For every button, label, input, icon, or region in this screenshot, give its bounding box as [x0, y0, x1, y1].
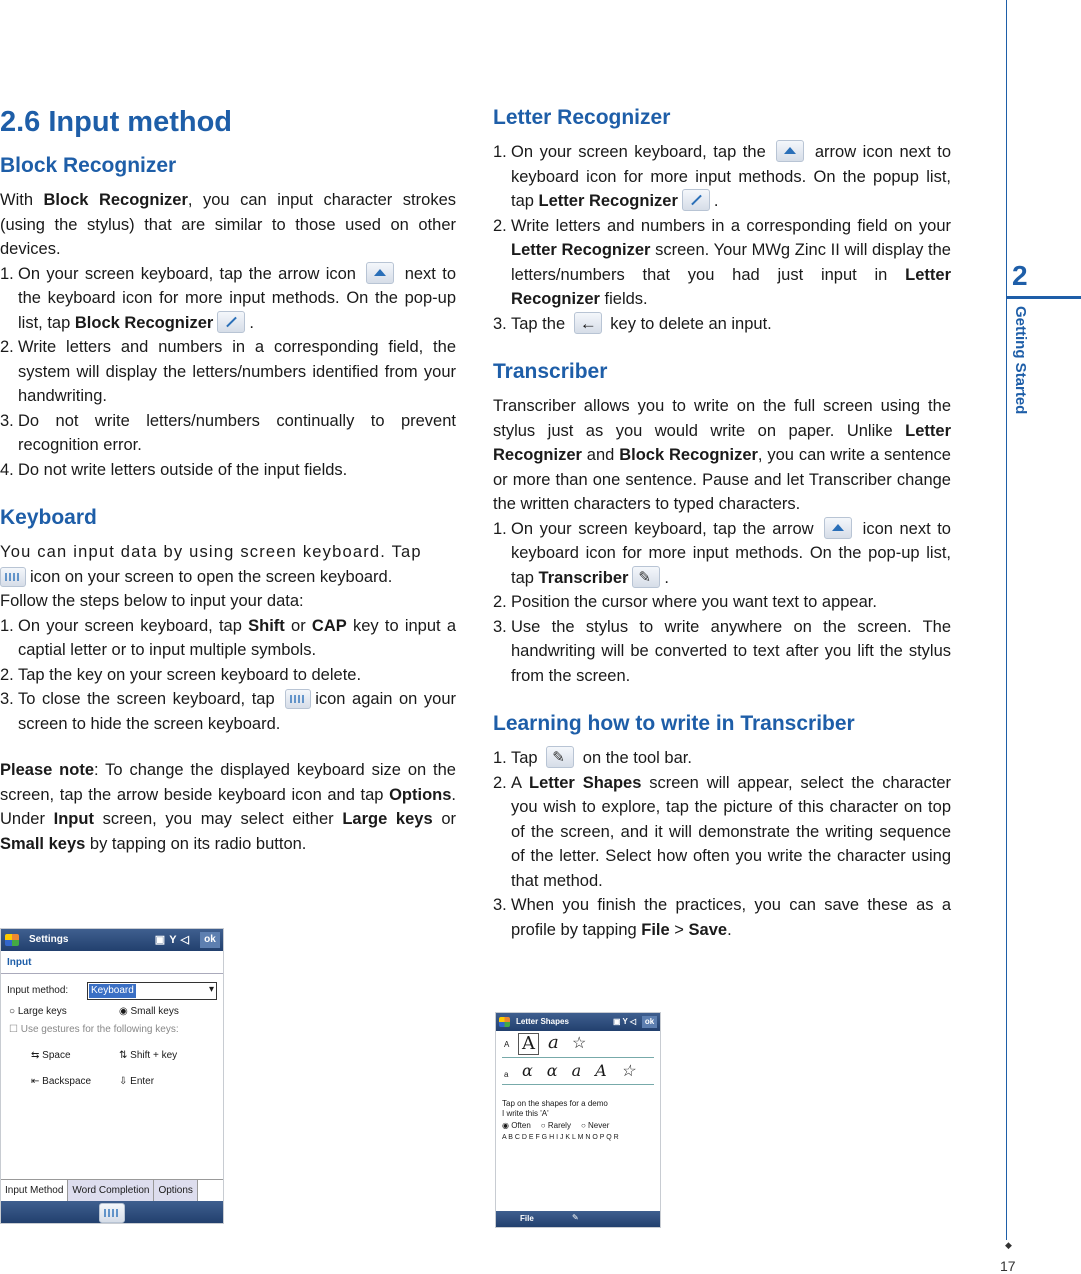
often-radio[interactable]: ◉ Often — [502, 1121, 531, 1130]
windows-start-icon[interactable] — [5, 934, 19, 946]
learning-steps — [493, 746, 951, 942]
settings-softkey-bar — [1, 1201, 223, 1223]
input-method-select[interactable]: Keyboard ▾ — [87, 982, 217, 1000]
letter-shapes-screenshot — [495, 1012, 661, 1228]
input-method-label: Input method: — [7, 985, 69, 996]
frequency-question: I write this 'A' — [502, 1109, 549, 1118]
never-radio[interactable]: ○ Never — [580, 1121, 610, 1130]
arrow-up-icon — [776, 140, 804, 162]
block-recognizer-icon — [217, 311, 245, 333]
file-menu[interactable]: File — [520, 1214, 534, 1223]
keyboard-icon — [0, 567, 26, 587]
list-item: 2. Write letters and numbers in a corresponding field, the system will display the letters/numbers identified from your handwriting. — [0, 338, 456, 405]
status-icons: ▣Y◁ — [612, 1017, 638, 1026]
transcriber-icon — [632, 566, 660, 588]
keyboard-intro-cont: icon on your screen to open the screen keyboard. — [0, 565, 456, 590]
settings-section: Input — [1, 951, 223, 974]
list-item: 1. On your screen keyboard, tap the arrow icon next to the keyboard icon for more input methods. On the pop-up list, tap Block Recognizer . — [0, 262, 456, 336]
frequency-options — [502, 1121, 654, 1131]
list-item: 1. Tap ✎ on the tool bar. — [493, 746, 951, 771]
status-icons: ▣Y◁ — [154, 934, 193, 946]
chevron-down-icon: ▾ — [208, 984, 214, 995]
uppercase-row[interactable]: A A a ☆ — [502, 1031, 654, 1058]
list-item: 1. On your screen keyboard, tap the arrow icon next to keyboard icon for more input methods. On the pop-up list, tap Transcriber✎ . — [493, 517, 951, 591]
backspace-icon — [574, 312, 602, 334]
ok-button[interactable]: ok — [642, 1016, 657, 1028]
space-gesture: ⇆ Space — [31, 1050, 71, 1061]
tab-options[interactable]: Options — [154, 1180, 197, 1202]
keyboard-title: Keyboard — [0, 506, 97, 529]
list-item: 1. On your screen keyboard, tap Shift or CAP key to input a captial letter or to input multiple symbols. — [0, 616, 457, 659]
right-column — [493, 104, 951, 942]
letter-shape-a2[interactable]: a — [548, 1032, 559, 1053]
windows-start-icon[interactable] — [499, 1017, 510, 1027]
gestures-checkbox[interactable]: ☐ Use gestures for the following keys: — [9, 1024, 179, 1035]
block-recognizer-title: Block Recognizer — [0, 154, 177, 177]
keyboard-icon[interactable] — [99, 1203, 125, 1223]
section-heading: 2.6 Input method — [0, 106, 232, 138]
left-column — [0, 104, 456, 856]
chapter-title: Getting Started — [1012, 306, 1029, 415]
enter-gesture: ⇩ Enter — [119, 1076, 155, 1087]
small-keys-radio[interactable]: ◉ Small keys — [119, 1006, 179, 1017]
tab-input-method[interactable]: Input Method — [1, 1180, 68, 1202]
shift-gesture: ⇅ Shift + key — [119, 1050, 178, 1061]
list-item: 4. Do not write letters outside of the input fields. — [0, 460, 348, 479]
rarely-radio[interactable]: ○ Rarely — [540, 1121, 571, 1130]
transcriber-icon[interactable]: ✎ — [572, 1213, 579, 1222]
keyboard-intro: You can input data by using screen keyboard. Tap — [0, 543, 422, 561]
diamond-icon: ◆ — [1005, 1240, 1012, 1250]
tab-word-completion[interactable]: Word Completion — [68, 1180, 154, 1202]
keyboard-note: Please note: To change the displayed keyboard size on the screen, tap the arrow beside keyboard icon and tap Options. Under Input screen, you may select either Large keys or Small keys by tapping on its radio button. — [0, 761, 456, 853]
letter-shapes-icon — [546, 746, 574, 768]
demo-instruction: Tap on the shapes for a demo — [502, 1099, 608, 1108]
backspace-gesture: ⇤ Backspace — [31, 1076, 92, 1087]
settings-title-bar: Settings ▣Y◁ ok — [1, 929, 223, 951]
lowercase-shapes[interactable]: ααaA☆ — [522, 1061, 650, 1080]
list-item: 2. A Letter Shapes screen will appear, select the character you wish to explore, tap the picture of this character on top of the screen, and it will demonstrate the writing sequence of the letter. Select how often you write the character using that method. — [493, 773, 951, 890]
keyboard-follow: Follow the steps below to input your data: — [0, 592, 304, 610]
keyboard-steps — [0, 614, 456, 737]
letter-shapes-title-bar: Letter Shapes ▣Y◁ ok — [496, 1013, 660, 1031]
sidebar-rule — [1006, 296, 1081, 299]
letter-shape-a[interactable]: A — [518, 1033, 539, 1055]
block-intro: With Block Recognizer, you can input character strokes (using the stylus) that are similar to those used on other devices. — [0, 191, 456, 258]
letter-shape-star[interactable]: ☆ — [572, 1035, 587, 1052]
transcriber-title: Transcriber — [493, 360, 608, 383]
transcriber-steps — [493, 517, 951, 689]
letter-recognizer-title: Letter Recognizer — [493, 106, 671, 129]
alphabet-strip[interactable]: A B C D E F G H I J K L M N O P Q R — [502, 1134, 619, 1141]
letter-recognizer-icon — [682, 189, 710, 211]
learning-title: Learning how to write in Transcriber — [493, 712, 855, 735]
list-item: 2. Tap the key on your screen keyboard to delete. — [0, 665, 362, 684]
block-steps — [0, 262, 456, 483]
settings-screenshot — [0, 928, 224, 1224]
ok-button[interactable]: ok — [200, 932, 220, 948]
lowercase-row[interactable]: a ααaA☆ — [502, 1058, 654, 1085]
list-item: 3. To close the screen keyboard, tap icon again on your screen to hide the screen keyboard. — [0, 690, 456, 733]
letter-steps — [493, 140, 951, 336]
list-item: 2. Write letters and numbers in a corresponding field on your Letter Recognizer screen. Your MWg Zinc II will display the letters/numbers that you had just input in Letter Recognizer fields. — [493, 216, 951, 308]
page-number: 17 — [1000, 1258, 1016, 1274]
keyboard-icon — [285, 689, 311, 709]
list-item: 2. Position the cursor where you want text to appear. — [493, 593, 877, 611]
list-item: 3. Use the stylus to write anywhere on the screen. The handwriting will be converted to text after you lift the stylus from the screen. — [493, 617, 951, 685]
list-item: 3. Tap the ← key to delete an input. — [493, 312, 951, 337]
arrow-up-icon — [824, 517, 852, 539]
large-keys-radio[interactable]: ○ Large keys — [9, 1006, 67, 1017]
arrow-up-icon — [366, 262, 394, 284]
settings-tabs — [1, 1179, 223, 1202]
chapter-number: 2 — [1012, 260, 1028, 291]
transcriber-intro: Transcriber allows you to write on the full screen using the stylus just as you would write on paper. Unlike Letter Recognizer and Block Recognizer, you can write a sentence or more than one sentence. Pause and let Transcriber change the written characters to typed characters. — [493, 397, 951, 513]
letter-shapes-softkey-bar — [496, 1211, 660, 1227]
list-item: 3. Do not write letters/numbers continually to prevent recognition error. — [0, 411, 456, 454]
list-item: 1. On your screen keyboard, tap the arrow icon next to keyboard icon for more input methods. On the popup list, tap Letter Recognizer . — [493, 140, 951, 214]
list-item: 3. When you finish the practices, you can save these as a profile by tapping File > Save. — [493, 896, 951, 939]
sidebar-line — [1006, 0, 1007, 1240]
